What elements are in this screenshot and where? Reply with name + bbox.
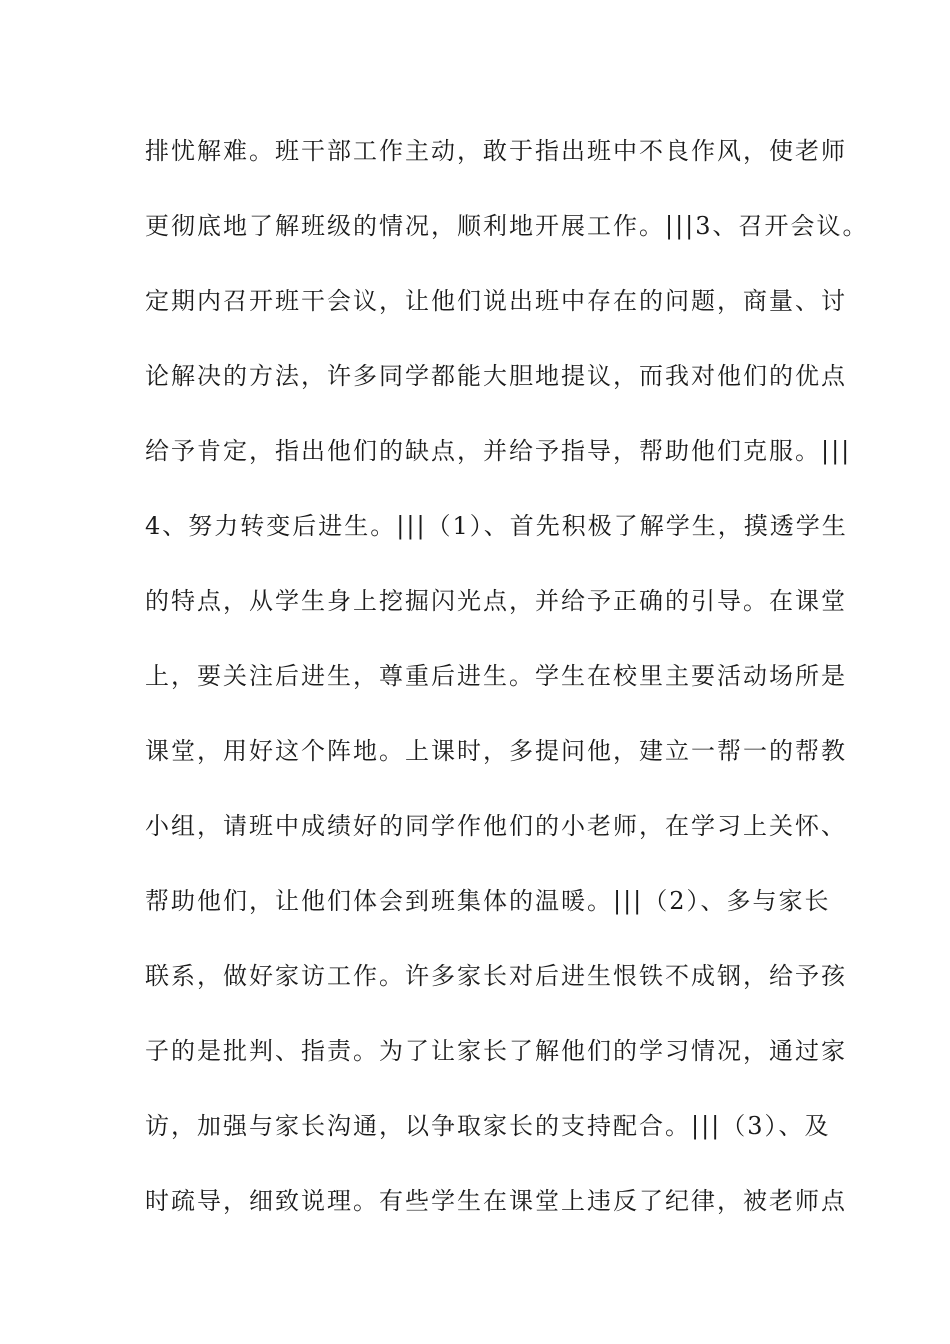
text-line-10: 小组，请班中成绩好的同学作他们的小老师，在学习上关怀、 (145, 812, 847, 840)
text-line-12: 联系，做好家访工作。许多家长对后进生恨铁不成钢，给予孩 (145, 962, 847, 990)
text-line-8: 上，要关注后进生，尊重后进生。学生在校里主要活动场所是 (145, 662, 847, 690)
text-line-6: 4、努力转变后进生。|||（1）、首先积极了解学生，摸透学生 (145, 512, 848, 540)
text-line-4: 论解决的方法，许多同学都能大胆地提议，而我对他们的优点 (145, 362, 847, 390)
text-line-13: 子的是批判、指责。为了让家长了解他们的学习情况，通过家 (145, 1037, 847, 1065)
text-line-7: 的特点，从学生身上挖掘闪光点，并给予正确的引导。在课堂 (145, 587, 847, 615)
text-line-1: 排忧解难。班干部工作主动，敢于指出班中不良作风，使老师 (145, 137, 847, 165)
text-line-15: 时疏导，细致说理。有些学生在课堂上违反了纪律，被老师点 (145, 1187, 847, 1215)
text-line-11: 帮助他们，让他们体会到班集体的温暖。|||（2）、多与家长 (145, 887, 831, 915)
text-line-9: 课堂，用好这个阵地。上课时，多提问他，建立一帮一的帮教 (145, 737, 847, 765)
text-line-14: 访，加强与家长沟通，以争取家长的支持配合。|||（3）、及 (145, 1112, 831, 1140)
text-line-2: 更彻底地了解班级的情况，顺利地开展工作。|||3、召开会议。 (145, 212, 869, 240)
text-line-5: 给予肯定，指出他们的缺点，并给予指导，帮助他们克服。||| (145, 437, 852, 465)
text-line-3: 定期内召开班干会议，让他们说出班中存在的问题，商量、讨 (145, 287, 847, 315)
